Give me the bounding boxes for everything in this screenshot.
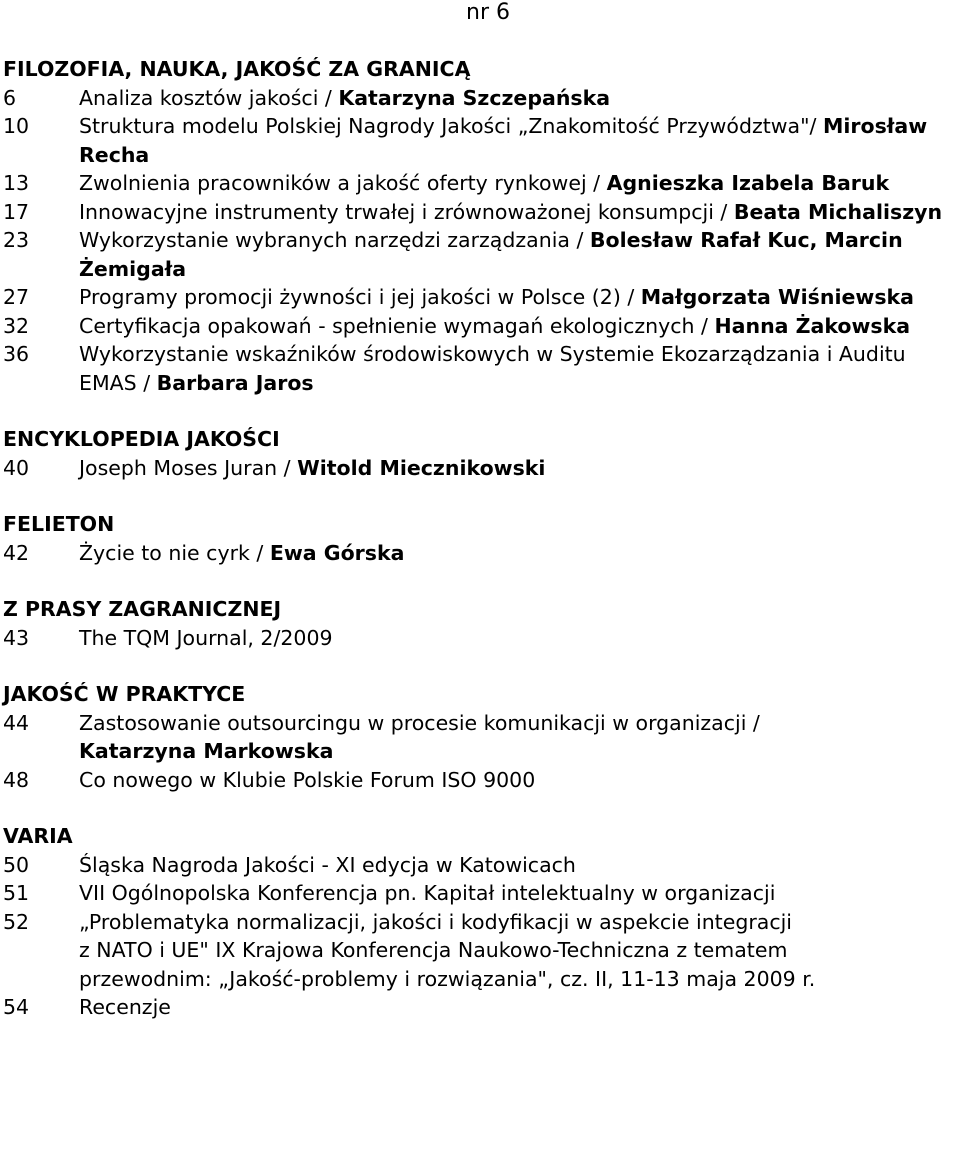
entry-text [79, 84, 958, 113]
page-number: 13 [3, 171, 30, 195]
page-number: 48 [3, 767, 30, 792]
entry-title: Co nowego w Klubie Polskie Forum ISO 9000 [79, 767, 536, 792]
page-number: 32 [3, 313, 30, 338]
entry-title: The TQM Journal, 2/2009 [79, 625, 333, 650]
page-number: 43 [3, 625, 30, 650]
section-title: VARIA [3, 824, 73, 848]
entry-title: Innowacyjne instrumenty trwałej i zrównoważonej konsumpcji / [79, 199, 734, 224]
entry-title: Wykorzystanie wskaźników środowiskowych w Systemie Ekozarządzania i Auditu EMAS / [79, 342, 906, 395]
entry-title: Programy promocji żywności i jej jakości w Polsce (2) / [79, 285, 641, 309]
section-title: ENCYKLOPEDIA JAKOŚCI [3, 427, 280, 451]
toc-entry [3, 454, 958, 483]
toc-entry [3, 624, 958, 653]
entry-title-line: przewodnim: „Jakość-problemy i rozwiązania", cz. II, 11-13 maja 2009 r. [79, 966, 816, 991]
page-number: 54 [3, 995, 30, 1019]
toc-entry [3, 112, 958, 169]
toc-section [3, 680, 958, 794]
entry-title: Certyfikacja opakowań - spełnienie wymagań ekologicznych / [79, 313, 715, 338]
entry-text [79, 169, 958, 198]
section-title: FILOZOFIA, NAUKA, JAKOŚĆ ZA GRANICĄ [3, 57, 471, 81]
toc-entry [3, 993, 958, 1022]
toc-entry [3, 539, 958, 568]
section-title: FELIETON [3, 512, 115, 536]
entry-text [79, 993, 958, 1022]
entry-title: Recenzje [79, 995, 171, 1019]
entry-title: Życie to nie cyrk / [79, 540, 270, 565]
toc-section [3, 822, 958, 1022]
entry-text [79, 539, 958, 568]
page-number: 50 [3, 852, 30, 877]
entry-text [79, 709, 958, 766]
toc-entry [3, 226, 958, 283]
entry-title: VII Ogólnopolska Konferencja pn. Kapitał intelektualny w organizacji [79, 881, 776, 905]
toc-section [3, 55, 958, 397]
page-number: 23 [3, 228, 30, 252]
page-number: 44 [3, 710, 30, 735]
entry-text [79, 340, 958, 397]
page-number: 42 [3, 540, 30, 565]
entry-author: Mirosław Recha [79, 114, 928, 167]
entry-author: Katarzyna Markowska [79, 739, 334, 763]
entry-title: Śląska Nagroda Jakości - XI edycja w Katowicach [79, 852, 576, 877]
entry-title: Struktura modelu Polskiej Nagrody Jakości „Znakomitość Przywództwa"/ [79, 114, 823, 138]
entry-text [79, 851, 958, 880]
toc-entry [3, 908, 958, 994]
section-title: Z PRASY ZAGRANICZNEJ [3, 597, 282, 621]
entry-title-line: z NATO i UE" IX Krajowa Konferencja Naukowo-Techniczna z tematem [79, 938, 788, 962]
toc-section [3, 510, 958, 567]
page-number: 27 [3, 285, 30, 309]
entry-text [79, 879, 958, 908]
toc-section [3, 595, 958, 652]
toc-entry [3, 169, 958, 198]
toc-entry [3, 340, 958, 397]
toc-entry [3, 198, 958, 227]
entry-author: Małgorzata Wiśniewska [640, 285, 914, 309]
page-number: 6 [3, 85, 17, 110]
page-number: 51 [3, 881, 30, 905]
entry-title-line: „Problematyka normalizacji, jakości i kodyfikacji w aspekcie integracji [79, 909, 792, 934]
entry-title: Wykorzystanie wybranych narzędzi zarządzania / [79, 228, 590, 252]
entry-text [79, 283, 958, 312]
entry-text [79, 454, 958, 483]
issue-number: nr 6 [466, 0, 510, 25]
page-number: 52 [3, 909, 30, 934]
toc-entry [3, 709, 958, 766]
entry-title: Zwolnienia pracowników a jakość oferty rynkowej / [79, 171, 607, 195]
entry-title: Joseph Moses Juran / [79, 455, 298, 480]
page-number: 40 [3, 455, 30, 480]
toc-entry [3, 766, 958, 795]
toc-entry [3, 879, 958, 908]
entry-author: Katarzyna Szczepańska [338, 85, 611, 110]
toc-entry [3, 312, 958, 341]
entry-text [79, 112, 958, 169]
entry-text [79, 908, 958, 994]
section-title: JAKOŚĆ W PRAKTYCE [3, 682, 246, 706]
toc-section [3, 425, 958, 482]
toc-entry [3, 283, 958, 312]
entry-author: Bolesław Rafał Kuc, Marcin Żemigała [79, 228, 903, 281]
page-number: 36 [3, 342, 30, 366]
entry-author: Ewa Górska [269, 540, 405, 565]
entry-author: Agnieszka Izabela Baruk [606, 171, 890, 195]
entry-author: Beata Michaliszyn [733, 199, 943, 224]
toc-entry [3, 851, 958, 880]
toc-entry [3, 84, 958, 113]
entry-title: Analiza kosztów jakości / [79, 85, 339, 110]
entry-text [79, 766, 958, 795]
entry-author: Barbara Jaros [156, 370, 314, 395]
page-number: 17 [3, 199, 30, 224]
entry-author: Witold Miecznikowski [297, 455, 546, 480]
entry-author: Hanna Żakowska [714, 313, 911, 338]
page-number: 10 [3, 114, 30, 138]
entry-text [79, 312, 958, 341]
entry-text [79, 198, 958, 227]
entry-text [79, 624, 958, 653]
entry-text [79, 226, 958, 283]
table-of-contents [3, 55, 958, 1022]
entry-title: Zastosowanie outsourcingu w procesie komunikacji w organizacji / [79, 710, 760, 735]
